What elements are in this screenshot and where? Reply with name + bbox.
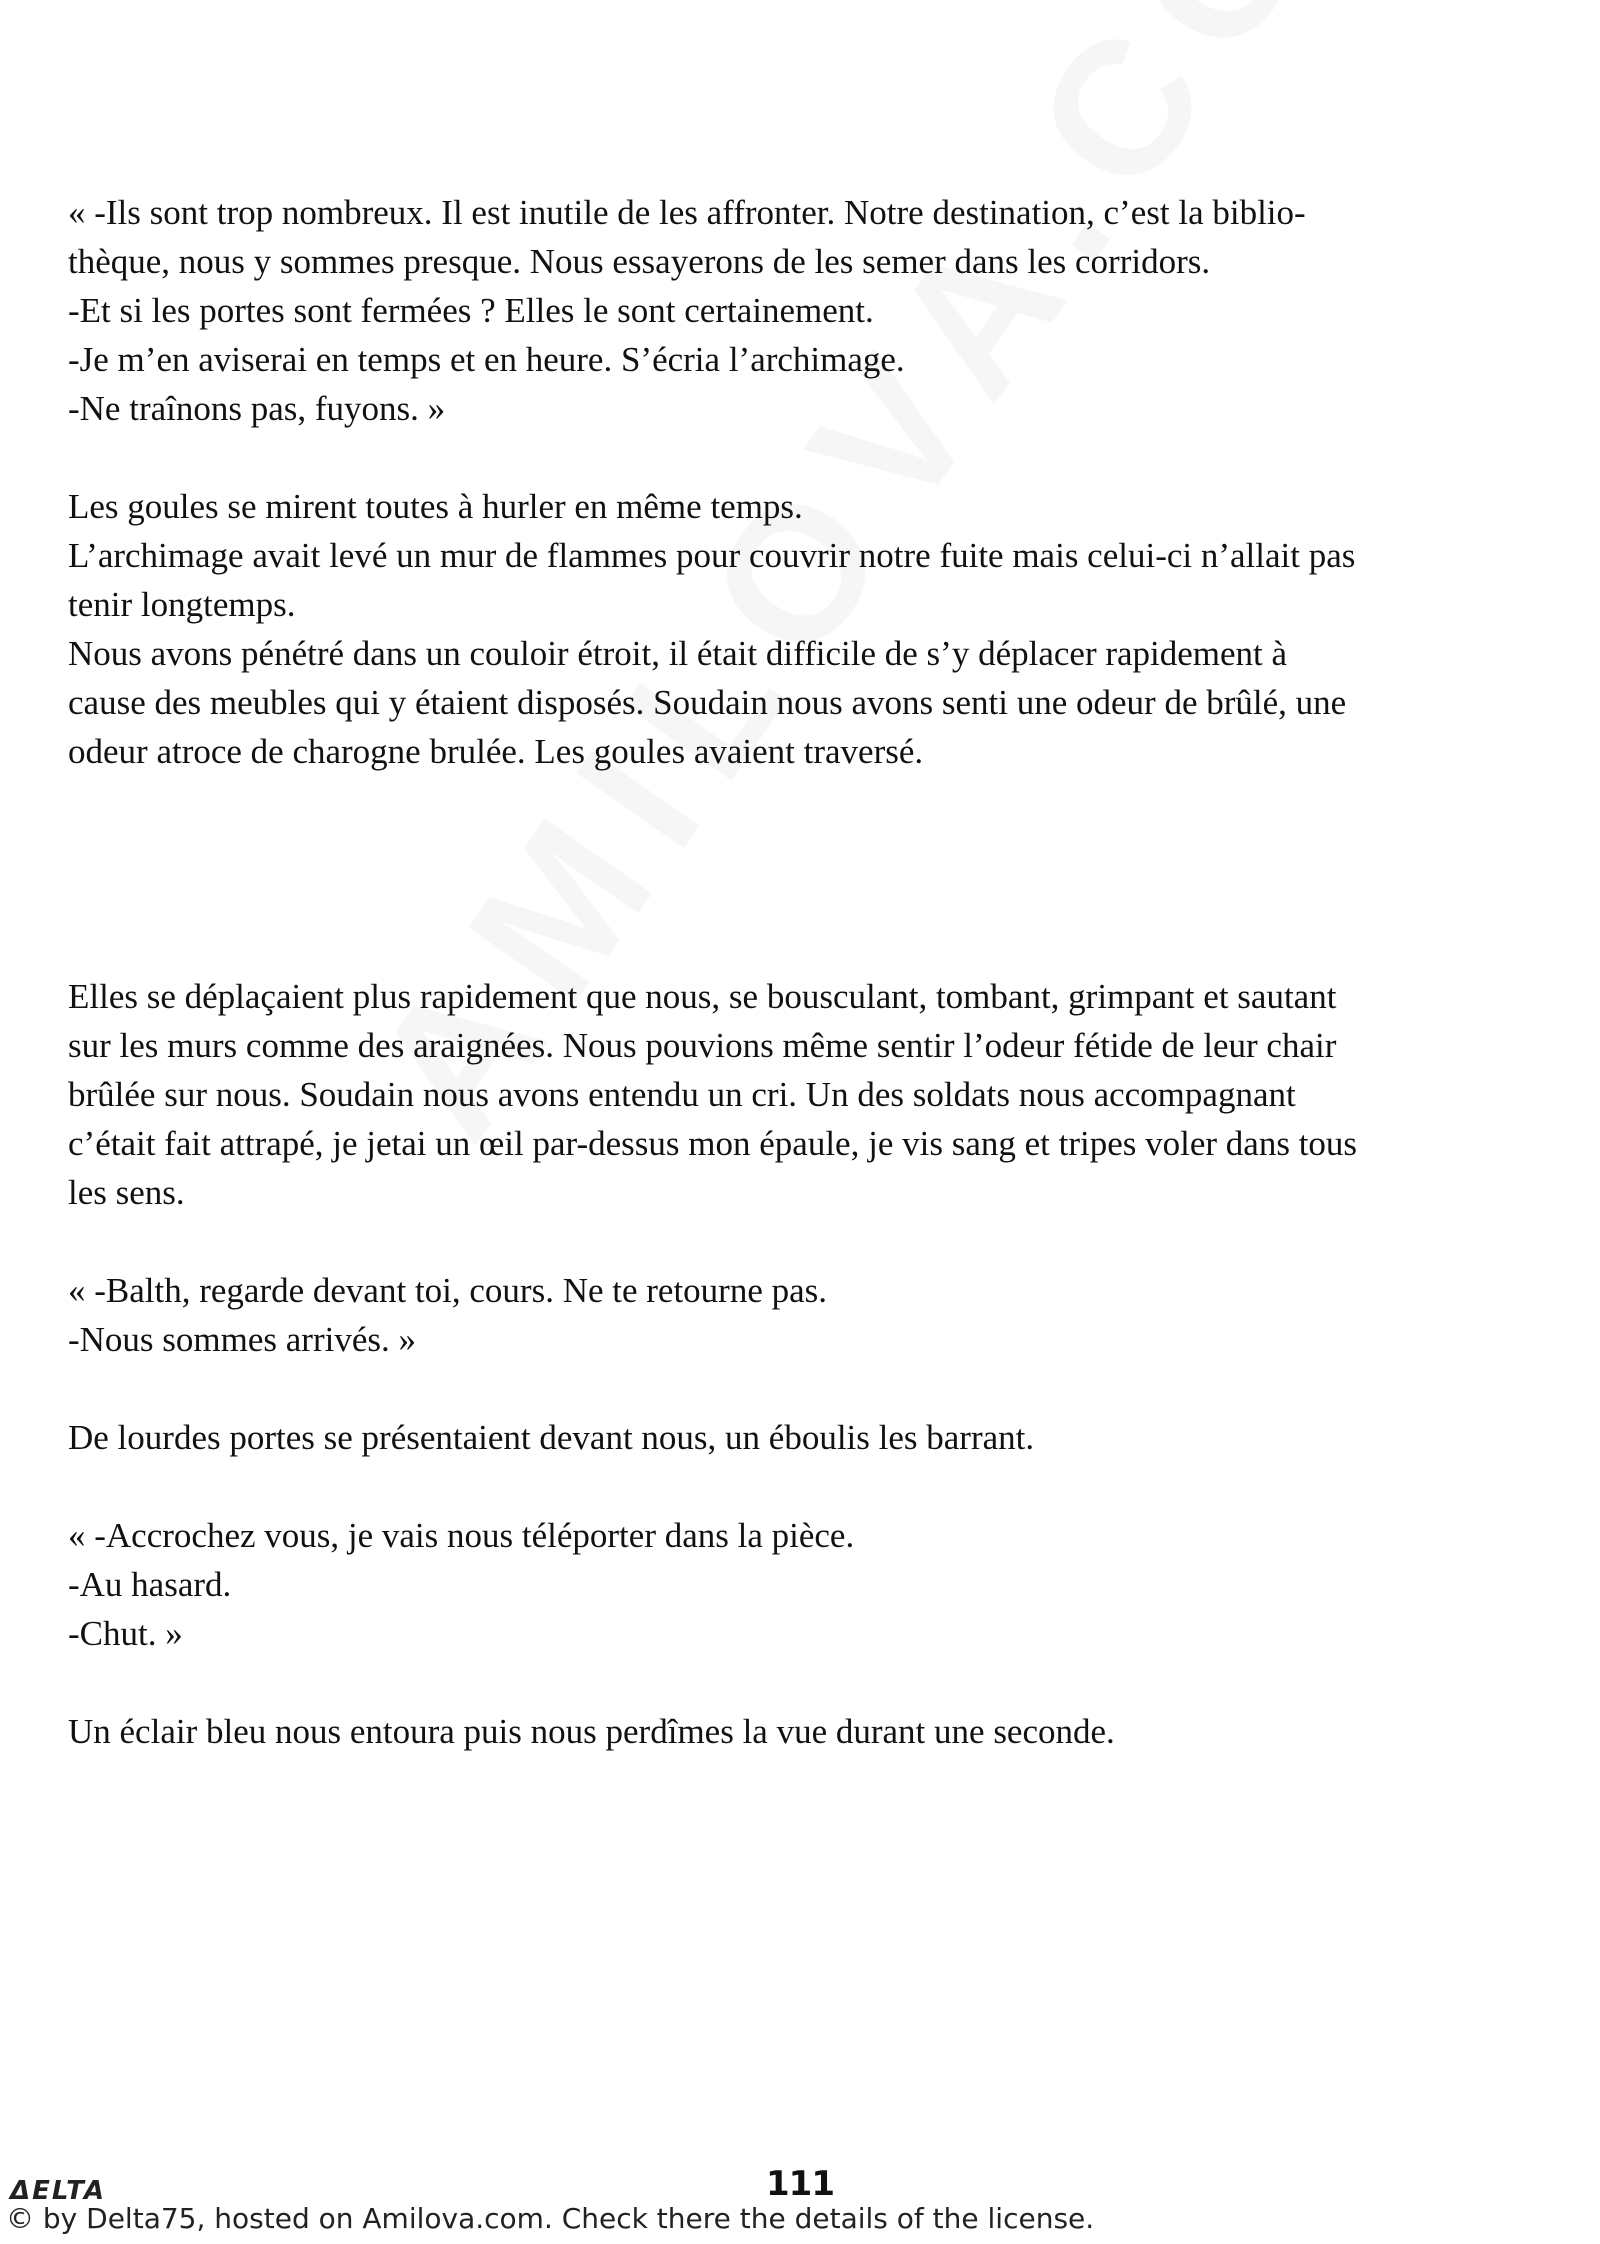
paragraph-text: Un éclair bleu nous entoura puis nous perdîmes la vue durant une seconde. — [68, 1712, 1115, 1751]
paragraph-dialogue-3 — [68, 1511, 1578, 1658]
page-number: 111 — [766, 2164, 834, 2204]
paragraph-narration-2 — [68, 972, 1578, 1217]
paragraph-narration-3 — [68, 1413, 1578, 1462]
license-notice: © by Delta75, hosted on Amilova.com. Check there the details of the license. — [6, 2202, 1095, 2235]
paragraph-text: « -Accrochez vous, je vais nous téléporter dans la pièce. -Au hasard. -Chut. » — [68, 1516, 855, 1653]
delta-logo: ΔELTA — [10, 2176, 106, 2206]
paragraph-narration-4 — [68, 1707, 1578, 1756]
paragraph-dialogue-1 — [68, 188, 1578, 433]
paragraph-dialogue-2 — [68, 1266, 1578, 1364]
paragraph-text: « -Balth, regarde devant toi, cours. Ne te retourne pas. -Nous sommes arrivés. » — [68, 1271, 828, 1359]
paragraph-text: « -Ils sont trop nombreux. Il est inutile de les affronter. Notre destination, c’est la biblio- thèque, nous y sommes presque. Nous essayerons de les semer dans les corridors. -Et si les portes sont fermées ? Elles le sont certainement. -Je m’en aviserai en temps et en heure. S’écria l’archimage. -Ne traînons pas, fuyons. » — [68, 193, 1306, 428]
paragraph-narration-1 — [68, 482, 1578, 776]
paragraph-text: Elles se déplaçaient plus rapidement que nous, se bousculant, tombant, grimpant et sautant sur les murs comme des araignées. Nous pouvions même sentir l’odeur fétide de leur chair brûlée sur nous. Soudain nous avons entendu un cri. Un des soldats nous accompagnant c’était fait attrapé, je jetai un œil par-dessus mon épaule, je vis sang et tripes voler dans tous les sens. — [68, 977, 1358, 1212]
paragraph-text: De lourdes portes se présentaient devant nous, un éboulis les barrant. — [68, 1418, 1035, 1457]
paragraph-text: Les goules se mirent toutes à hurler en même temps. L’archimage avait levé un mur de flammes pour couvrir notre fuite mais celui-ci n’allait pas tenir longtemps. Nous avons pénétré dans un couloir étroit, il était difficile de s’y déplacer rapidement à cause des meubles qui y étaient disposés. Soudain nous avons senti une odeur de brûlé, une odeur atroce de charogne brulée. Les goules avaient traversé. — [68, 487, 1356, 771]
